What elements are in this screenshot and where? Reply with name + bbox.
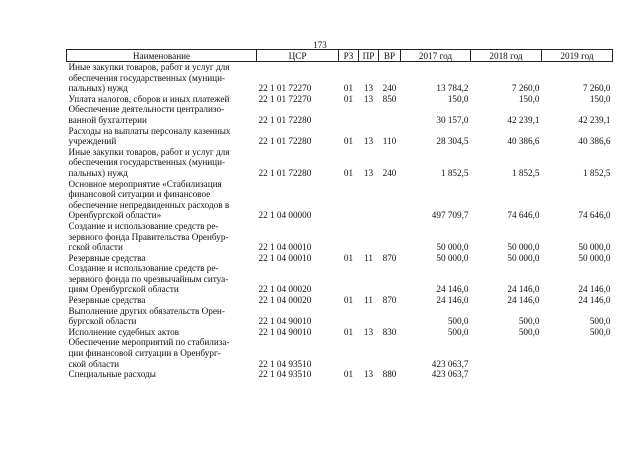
row-2018: 74 646,0 bbox=[507, 210, 540, 221]
row-2019: 24 146,0 bbox=[578, 284, 611, 295]
row-2018: 42 239,1 bbox=[507, 114, 540, 125]
row-rz: 01 bbox=[343, 167, 354, 178]
row-name-line: Оренбургской области» bbox=[68, 210, 162, 221]
table-row bbox=[67, 179, 613, 221]
row-csr: 22 1 04 00020 bbox=[258, 295, 312, 306]
row-2017: 423 063,7 bbox=[431, 369, 469, 380]
row-2018: 1 852,5 bbox=[511, 167, 540, 178]
row-rz: 01 bbox=[343, 252, 354, 263]
row-csr: 22 1 04 00010 bbox=[258, 252, 312, 263]
row-name-line: Основное мероприятие «Стабилизация bbox=[68, 178, 222, 189]
row-pr bbox=[359, 179, 379, 221]
row-name bbox=[67, 337, 257, 369]
row-2017: 150,0 bbox=[447, 93, 469, 104]
row-rz bbox=[339, 221, 359, 253]
row-name-line: Специальные расходы bbox=[68, 369, 156, 380]
row-pr: 13 bbox=[363, 167, 374, 178]
row-2017: 13 784,2 bbox=[436, 83, 469, 94]
row-2017: 50 000,0 bbox=[436, 252, 469, 263]
row-csr: 22 1 04 00020 bbox=[258, 284, 312, 295]
row-csr: 22 1 01 72270 bbox=[258, 93, 312, 104]
row-name-line: обеспечения государственных (муници- bbox=[68, 72, 226, 83]
row-name-line: зервного фонда по чрезвычайным ситуа- bbox=[68, 273, 229, 284]
row-csr: 22 1 04 00000 bbox=[258, 210, 312, 221]
row-rz: 01 bbox=[343, 369, 354, 380]
row-2019: 1 852,5 bbox=[582, 167, 611, 178]
row-2017: 1 852,5 bbox=[440, 167, 469, 178]
row-rz: 01 bbox=[343, 326, 354, 337]
table-row bbox=[67, 327, 613, 338]
row-rz bbox=[339, 179, 359, 221]
row-2019 bbox=[542, 369, 613, 380]
table-row bbox=[67, 104, 613, 125]
header-pr: ПР bbox=[359, 50, 379, 62]
row-name bbox=[67, 369, 257, 380]
row-2019: 24 146,0 bbox=[578, 295, 611, 306]
row-csr: 22 1 04 90010 bbox=[258, 326, 312, 337]
row-name-line: Обеспечение деятельности централизо- bbox=[68, 104, 225, 115]
row-vr: 880 bbox=[382, 369, 397, 380]
row-2019: 500,0 bbox=[589, 316, 611, 327]
row-name bbox=[67, 94, 257, 105]
row-name-line: обеспечение непредвиденных расходов в bbox=[68, 199, 230, 210]
row-name bbox=[67, 126, 257, 147]
header-2018: 2018 год bbox=[471, 50, 542, 62]
row-name-line: Обеспечение мероприятий по стабилиза- bbox=[68, 337, 230, 348]
header-2019: 2019 год bbox=[542, 50, 613, 62]
header-2017: 2017 год bbox=[401, 50, 471, 62]
row-pr bbox=[359, 306, 379, 327]
row-2019: 40 386,6 bbox=[578, 136, 611, 147]
row-2018 bbox=[471, 337, 542, 369]
row-name-line: Иные закупки товаров, работ и услуг для bbox=[68, 62, 230, 72]
row-name bbox=[67, 263, 257, 295]
row-vr bbox=[379, 306, 401, 327]
row-2018: 500,0 bbox=[518, 316, 540, 327]
row-name-line: Расходы на выплаты персоналу казенных bbox=[68, 125, 231, 136]
row-name-line: Резервные средства bbox=[68, 252, 146, 263]
table-row bbox=[67, 62, 613, 94]
row-2017: 24 146,0 bbox=[436, 295, 469, 306]
row-rz: 01 bbox=[343, 136, 354, 147]
row-2019: 7 260,0 bbox=[582, 83, 611, 94]
table-row bbox=[67, 221, 613, 253]
table-row bbox=[67, 306, 613, 327]
row-2018 bbox=[471, 369, 542, 380]
row-csr: 22 1 01 72280 bbox=[258, 136, 312, 147]
row-2019: 50 000,0 bbox=[578, 242, 611, 253]
row-name bbox=[67, 221, 257, 253]
row-vr bbox=[379, 104, 401, 125]
row-2018: 7 260,0 bbox=[511, 83, 540, 94]
row-vr: 850 bbox=[382, 93, 397, 104]
table-row bbox=[67, 337, 613, 369]
row-2019: 50 000,0 bbox=[578, 252, 611, 263]
header-rz: РЗ bbox=[339, 50, 359, 62]
row-2019: 42 239,1 bbox=[578, 114, 611, 125]
row-2017: 500,0 bbox=[447, 326, 469, 337]
row-pr: 13 bbox=[363, 369, 374, 380]
row-name-line: Резервные средства bbox=[68, 295, 146, 306]
row-2017: 500,0 bbox=[447, 316, 469, 327]
row-name-line: Иные закупки товаров, работ и услуг для bbox=[68, 146, 230, 157]
row-vr bbox=[379, 179, 401, 221]
row-name-line: ской области bbox=[68, 358, 120, 369]
row-name bbox=[67, 327, 257, 338]
row-name bbox=[67, 253, 257, 264]
row-vr bbox=[379, 337, 401, 369]
row-csr: 22 1 04 93510 bbox=[258, 358, 312, 369]
row-vr bbox=[379, 263, 401, 295]
row-vr bbox=[379, 221, 401, 253]
row-csr: 22 1 01 72280 bbox=[258, 167, 312, 178]
row-2017: 50 000,0 bbox=[436, 242, 469, 253]
row-pr: 11 bbox=[364, 295, 373, 306]
row-rz: 01 bbox=[343, 93, 354, 104]
row-name-line: ции финансовой ситуации в Оренбург- bbox=[68, 348, 221, 359]
row-2018: 50 000,0 bbox=[507, 252, 540, 263]
header-csr: ЦСР bbox=[257, 50, 339, 62]
row-pr: 13 bbox=[363, 326, 374, 337]
table-row bbox=[67, 253, 613, 264]
page-number: 173 bbox=[313, 40, 327, 50]
table-body bbox=[67, 62, 613, 380]
row-2017: 423 063,7 bbox=[431, 358, 469, 369]
row-pr: 11 bbox=[364, 252, 373, 263]
row-name-line: гской области bbox=[68, 242, 123, 253]
row-2017: 30 157,0 bbox=[436, 114, 469, 125]
row-2018: 50 000,0 bbox=[507, 242, 540, 253]
row-vr: 830 bbox=[382, 326, 397, 337]
row-csr: 22 1 01 72280 bbox=[258, 114, 312, 125]
row-rz: 01 bbox=[343, 295, 354, 306]
row-rz bbox=[339, 337, 359, 369]
row-vr: 240 bbox=[382, 83, 397, 94]
row-csr: 22 1 01 72270 bbox=[258, 83, 312, 94]
table-row bbox=[67, 147, 613, 179]
row-2017: 28 304,5 bbox=[436, 136, 469, 147]
row-name-line: обеспечения государственных (муници- bbox=[68, 157, 226, 168]
table-row bbox=[67, 94, 613, 105]
row-2017: 497 709,7 bbox=[431, 210, 469, 221]
header-name: Наименование bbox=[67, 50, 257, 62]
row-pr bbox=[359, 337, 379, 369]
row-rz bbox=[339, 263, 359, 295]
header-vr: ВР bbox=[379, 50, 401, 62]
row-name-line: циям Оренбургской области bbox=[68, 284, 179, 295]
row-csr: 22 1 04 00010 bbox=[258, 242, 312, 253]
row-vr: 240 bbox=[382, 167, 397, 178]
row-2018: 24 146,0 bbox=[507, 284, 540, 295]
row-name-line: пальных) нужд bbox=[68, 83, 128, 94]
row-name bbox=[67, 62, 257, 94]
row-2018: 40 386,6 bbox=[507, 136, 540, 147]
row-pr bbox=[359, 104, 379, 125]
row-2017: 24 146,0 bbox=[436, 284, 469, 295]
row-name-line: бургской области bbox=[68, 316, 137, 327]
row-2018: 150,0 bbox=[518, 93, 540, 104]
row-name-line: Создание и использование средств ре- bbox=[68, 220, 219, 231]
row-name bbox=[67, 306, 257, 327]
row-pr: 13 bbox=[363, 136, 374, 147]
header-row bbox=[67, 50, 613, 62]
row-name-line: зервного фонда Правительства Оренбур- bbox=[68, 231, 229, 242]
row-pr bbox=[359, 263, 379, 295]
row-2019 bbox=[542, 337, 613, 369]
table-row bbox=[67, 126, 613, 147]
row-name bbox=[67, 295, 257, 306]
budget-table bbox=[66, 49, 613, 380]
row-name-line: Исполнение судебных актов bbox=[68, 326, 180, 337]
row-rz bbox=[339, 306, 359, 327]
row-name bbox=[67, 104, 257, 125]
row-csr: 22 1 04 93510 bbox=[258, 369, 312, 380]
row-vr: 870 bbox=[382, 295, 397, 306]
row-2018: 500,0 bbox=[518, 326, 540, 337]
row-csr: 22 1 04 90010 bbox=[258, 316, 312, 327]
row-2018: 24 146,0 bbox=[507, 295, 540, 306]
row-pr: 13 bbox=[363, 93, 374, 104]
row-rz bbox=[339, 104, 359, 125]
row-2019: 500,0 bbox=[589, 326, 611, 337]
table-row bbox=[67, 295, 613, 306]
row-vr: 110 bbox=[382, 136, 397, 147]
row-name-line: пальных) нужд bbox=[68, 167, 128, 178]
row-2019: 150,0 bbox=[589, 93, 611, 104]
row-name bbox=[67, 147, 257, 179]
row-2019: 74 646,0 bbox=[578, 210, 611, 221]
row-name-line: ванной бухгалтерии bbox=[68, 114, 147, 125]
table-row bbox=[67, 263, 613, 295]
row-name-line: Уплата налогов, сборов и иных платежей bbox=[68, 93, 230, 104]
row-name-line: Создание и использование средств ре- bbox=[68, 263, 219, 274]
row-rz: 01 bbox=[343, 83, 354, 94]
row-name-line: финансовой ситуации и финансовое bbox=[68, 189, 211, 200]
row-pr: 13 bbox=[363, 83, 374, 94]
row-pr bbox=[359, 221, 379, 253]
table-row bbox=[67, 369, 613, 380]
row-name bbox=[67, 179, 257, 221]
row-name-line: Выполнение других обязательств Орен- bbox=[68, 305, 225, 316]
row-name-line: учреждений bbox=[68, 136, 117, 147]
row-vr: 870 bbox=[382, 252, 397, 263]
